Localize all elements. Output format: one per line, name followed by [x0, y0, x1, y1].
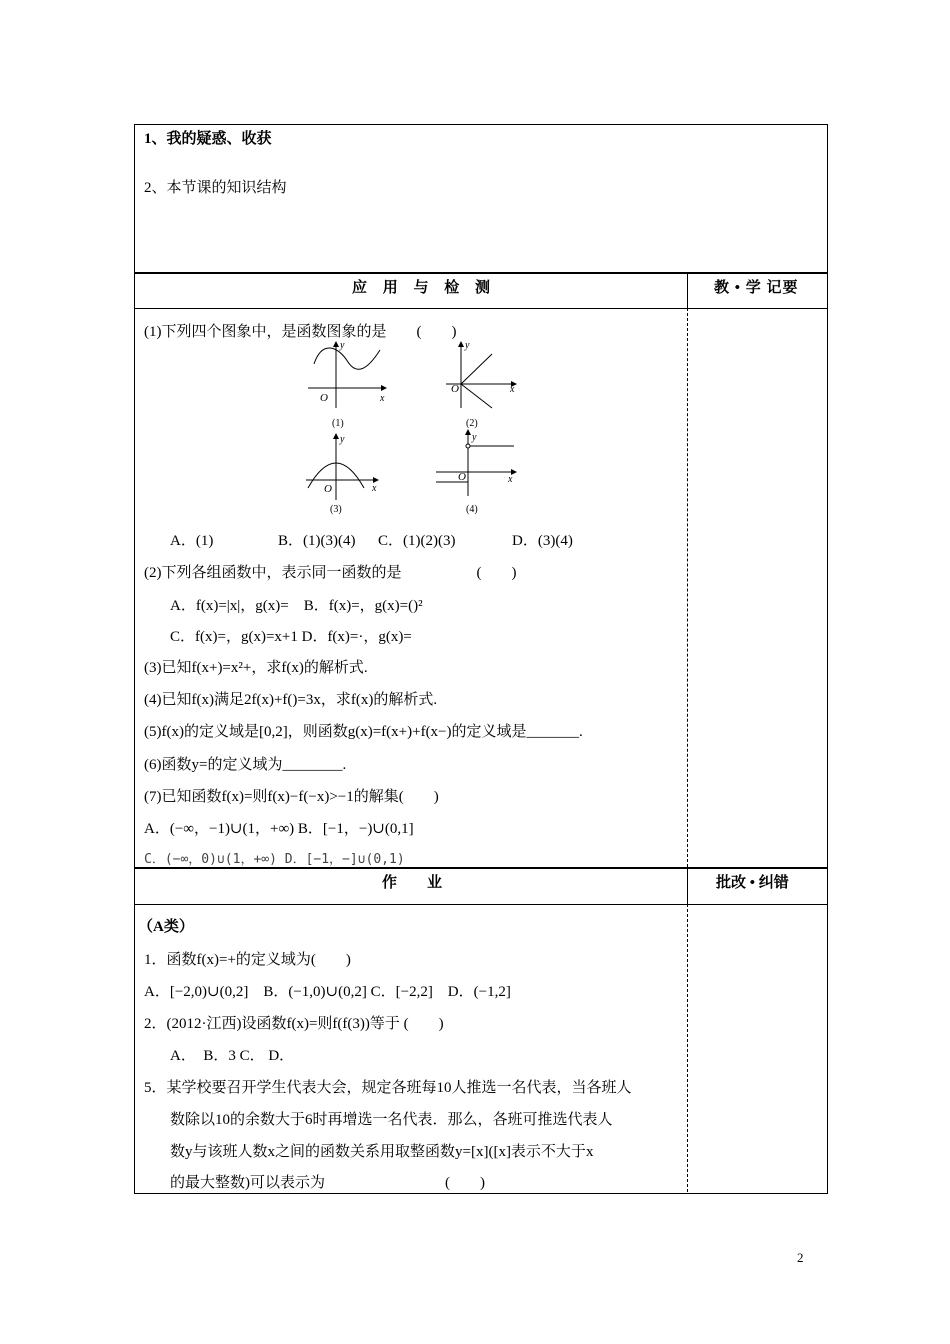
graph-3: [306, 434, 378, 515]
problem-2: (2)下列各组函数中，表示同一函数的是 ( ): [144, 565, 517, 581]
graph2-caption: (2): [466, 418, 478, 429]
problem-2-options-cd: C．f(x)=，g(x)=x+1 D．f(x)=·，g(x)=: [170, 629, 412, 645]
graph-4: [436, 430, 516, 515]
application-header: 应 用 与 检 测: [352, 280, 497, 296]
problem-2-options-ab: A．f(x)=|x|，g(x)= B．f(x)=，g(x)=()²: [170, 598, 423, 614]
graph1-y-label: y: [340, 340, 345, 351]
graph3-origin-label: O: [324, 483, 332, 495]
application-notes-divider: [687, 308, 688, 867]
homework-question-5-line3: 数y与该班人数x之间的函数关系用取整函数y=[x]([x]表示不大于x: [170, 1144, 594, 1160]
problem-1-option-d: D．(3)(4): [512, 533, 573, 549]
graph3-x-label: x: [372, 483, 377, 494]
graph2-y-label: y: [465, 340, 470, 351]
homework-question-2: 2．(2012·江西)设函数f(x)=则f(f(3))等于 ( ): [144, 1016, 444, 1032]
homework-question-5-line1: 5．某学校要召开学生代表大会，规定各班每10人推选一名代表，当各班人: [144, 1080, 632, 1096]
homework-header-divider: [134, 904, 827, 905]
graph4-caption: (4): [466, 504, 478, 515]
problem-5: (5)f(x)的定义域是[0,2]，则函数g(x)=f(x+)+f(x−)的定义域是_______.: [144, 724, 583, 740]
homework-header: 作 业: [382, 875, 443, 891]
function-graphs-figure: [296, 338, 536, 520]
graph1-x-label: x: [380, 393, 385, 404]
problem-7: (7)已知函数f(x)=则f(x)−f(−x)>−1的解集( ): [144, 789, 439, 805]
homework-question-1: 1．函数f(x)=+的定义域为( ): [144, 952, 351, 968]
teaching-notes-header: 教 • 学 记要: [714, 280, 799, 296]
graph1-origin-label: O: [320, 392, 328, 404]
homework-question-2-options: A． B．3 C． D．: [170, 1048, 295, 1064]
application-header-divider: [134, 308, 827, 309]
reflection-heading: 1、我的疑惑、收获: [144, 131, 272, 147]
problem-6: (6)函数y=的定义域为________.: [144, 757, 347, 773]
category-a-label: （A类）: [138, 919, 194, 935]
problem-1: (1)下列四个图象中，是函数图象的是 ( ): [144, 324, 457, 340]
knowledge-structure-label: 2、本节课的知识结构: [144, 180, 287, 196]
graph4-y-label: y: [472, 432, 477, 443]
correction-header: 批改 • 纠错: [716, 875, 789, 891]
problem-1-option-b: B．(1)(3)(4): [278, 533, 356, 549]
graph3-y-label: y: [340, 434, 345, 445]
homework-question-5-line4: 的最大整数)可以表示为 ( ): [170, 1175, 485, 1191]
graph-1: [308, 340, 386, 429]
graph4-x-label: x: [508, 474, 513, 485]
problem-1-option-c: C．(1)(2)(3): [378, 533, 456, 549]
homework-header-separator: [687, 867, 688, 904]
graph2-origin-label: O: [451, 383, 459, 395]
application-header-separator: [687, 272, 688, 308]
problem-3: (3)已知f(x+)=x²+，求f(x)的解析式.: [144, 660, 368, 676]
problem-4: (4)已知f(x)满足2f(x)+f()=3x，求f(x)的解析式.: [144, 692, 438, 708]
graph2-x-label: x: [510, 384, 515, 395]
graph-2: [446, 340, 516, 429]
homework-notes-divider: [687, 904, 688, 1192]
problem-7-options-cd: C．(−∞，0)∪(1，+∞) D．[−1，−]∪(0,1): [144, 852, 405, 867]
graph1-caption: (1): [332, 418, 344, 429]
page-number: 2: [797, 1250, 804, 1265]
graph4-origin-label: O: [458, 471, 466, 483]
homework-question-5-line2: 数除以10的余数大于6时再增选一名代表．那么，各班可推选代表人: [170, 1112, 613, 1128]
graph3-caption: (3): [330, 504, 342, 515]
problem-1-option-a: A．(1): [170, 533, 214, 549]
homework-question-1-options: A．[−2,0)∪(0,2] B．(−1,0)∪(0,2] C．[−2,2] D．(−1,2]: [144, 984, 511, 1000]
problem-7-options-ab: A．(−∞，−1)∪(1，+∞) B．[−1，−)∪(0,1]: [144, 821, 414, 837]
